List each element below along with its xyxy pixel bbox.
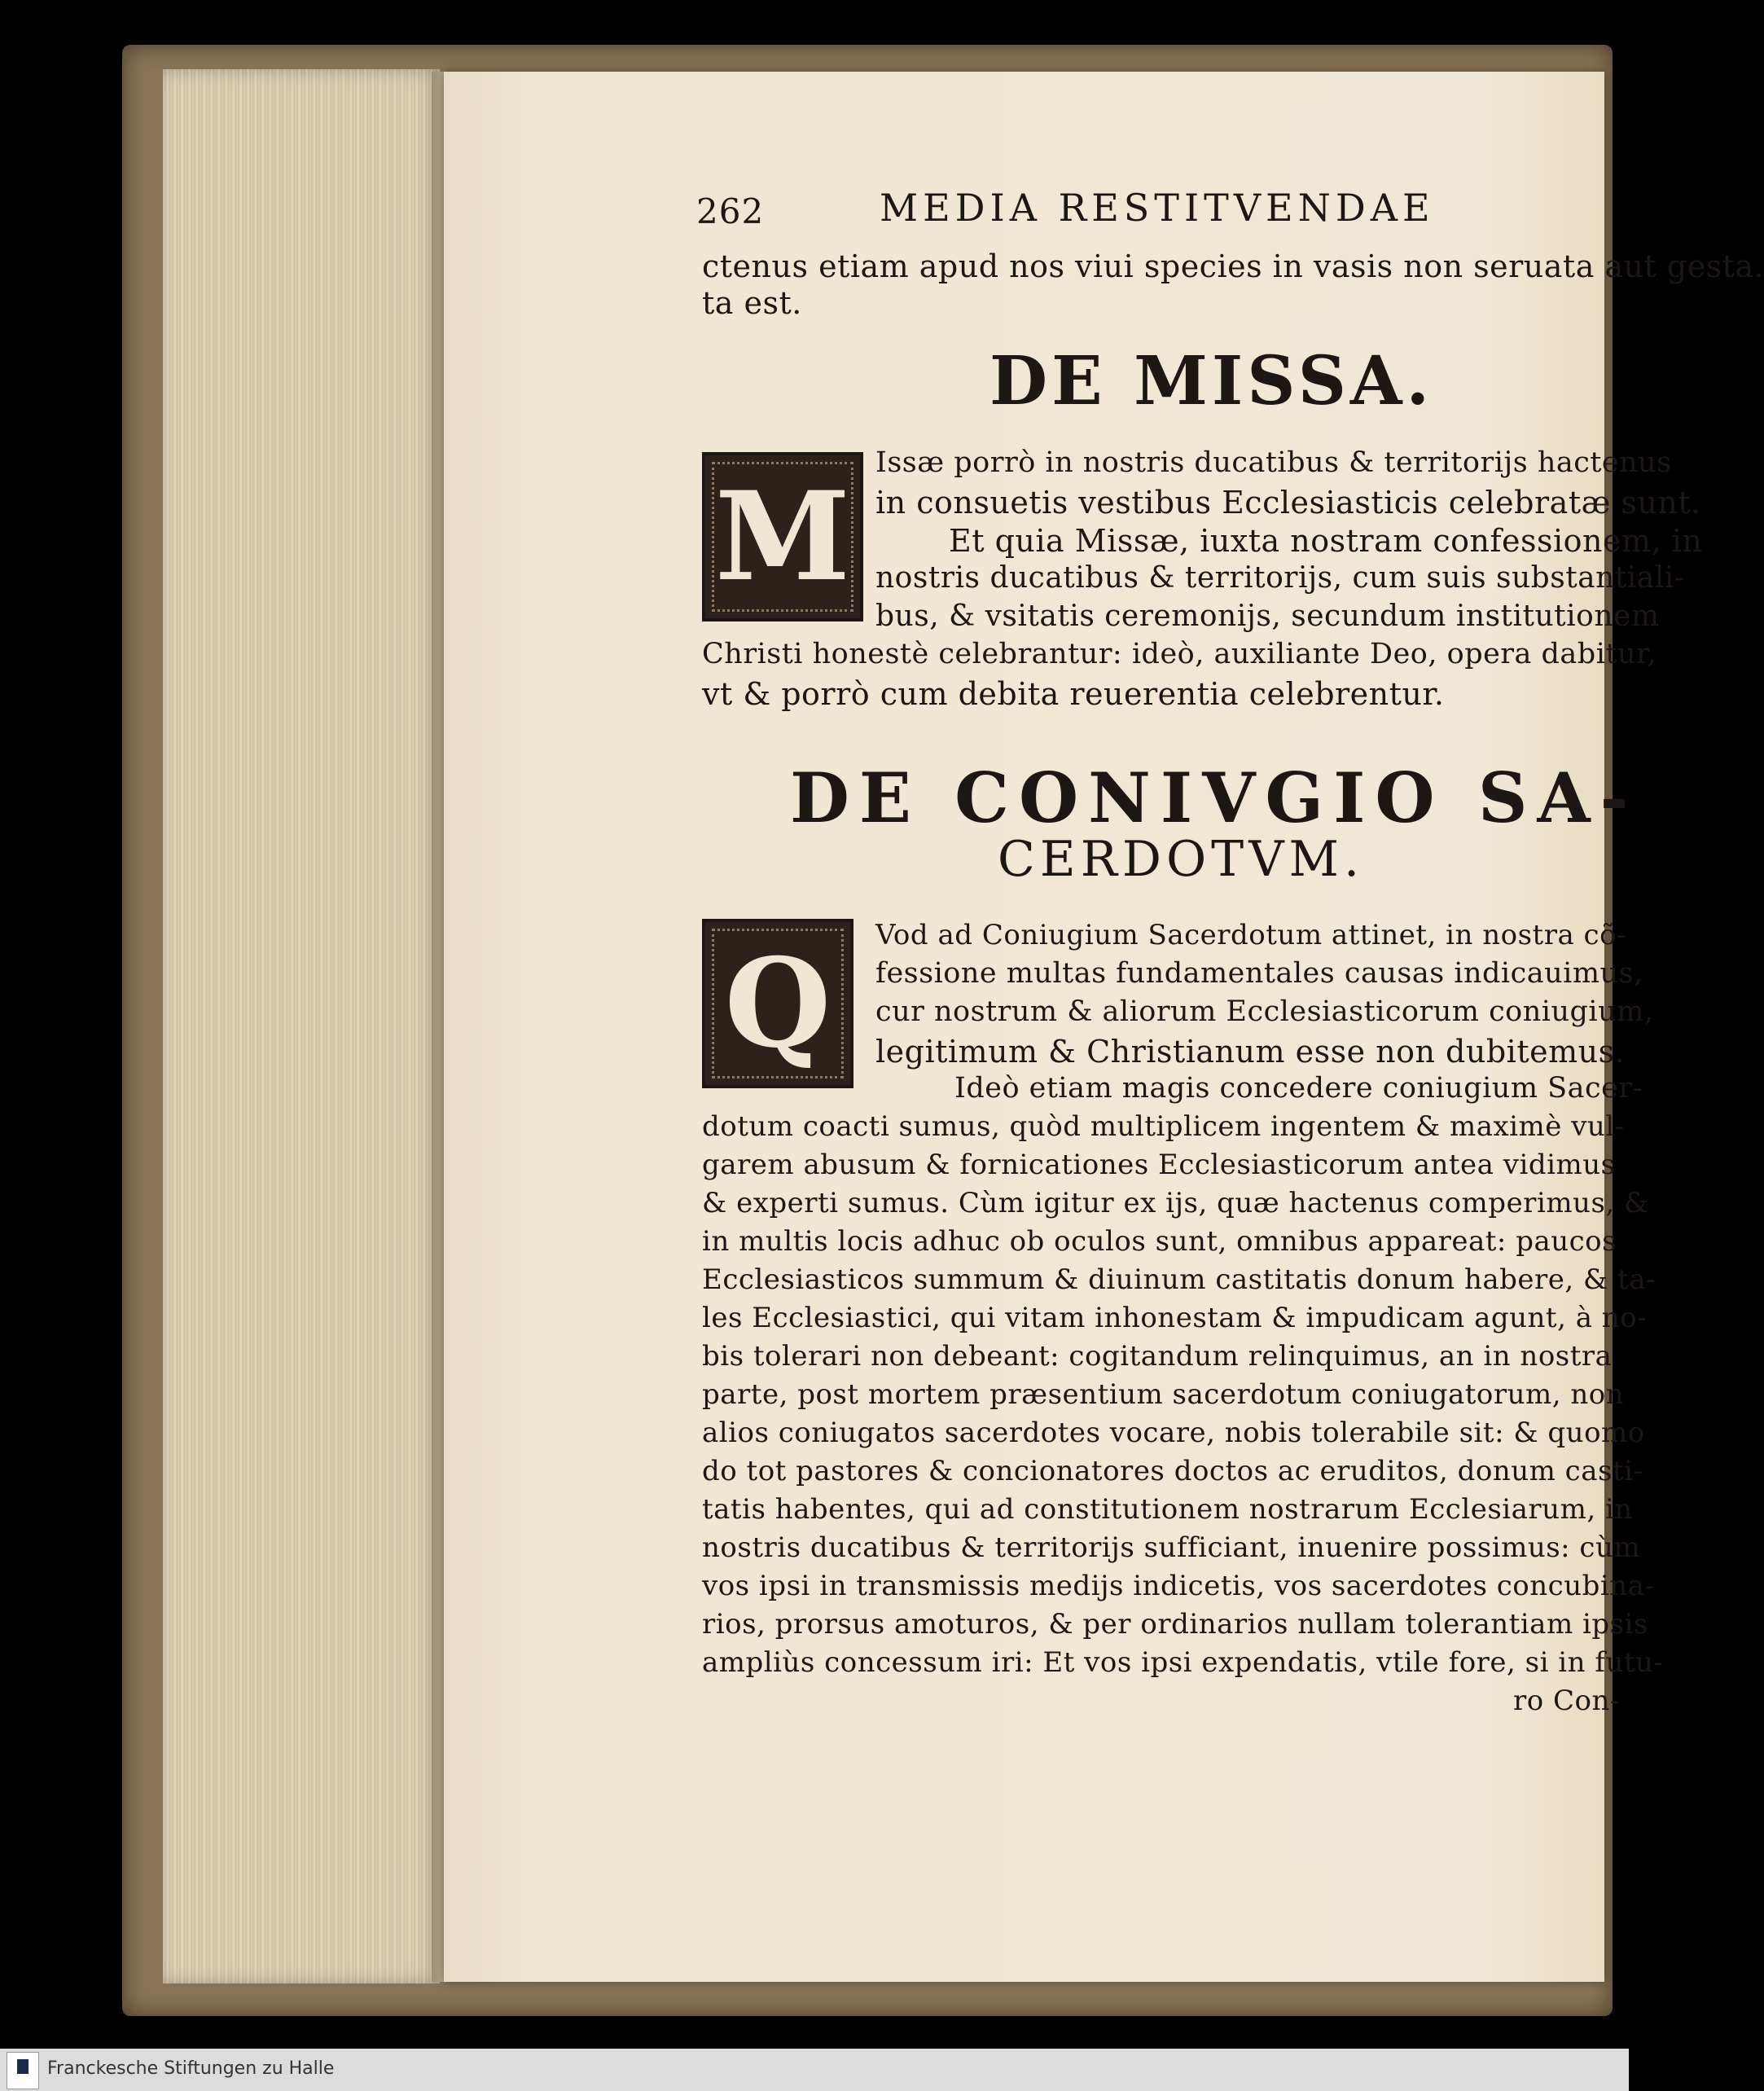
catchword: ro Con- xyxy=(1513,1685,1620,1717)
initial-letter: M xyxy=(714,465,851,608)
decorated-initial-q xyxy=(702,919,853,1088)
missa-line: in consuetis vestibus Ecclesiasticis celebratæ sunt. xyxy=(875,485,1701,521)
coniugio-line: cur nostrum & aliorum Ecclesiasticorum coniugium, xyxy=(875,995,1654,1028)
coniugio-line: Vod ad Coniugium Sacerdotum attinet, in nostra cõ- xyxy=(875,919,1627,951)
missa-line: nostris ducatibus & territorijs, cum suis substantiali- xyxy=(875,561,1685,595)
coniugio-line: legitimum & Christianum esse non dubitemus. xyxy=(875,1034,1626,1070)
coniugio-line: in multis locis adhuc ob oculos sunt, omnibus appareat: paucos xyxy=(702,1225,1617,1258)
intro-line: ctenus etiam apud nos viui species in vasis non seruata aut gesta. xyxy=(702,248,1764,284)
page-number: 262 xyxy=(696,191,765,231)
intro-line: ta est. xyxy=(702,285,802,321)
section-heading-de-coniugio: DE CONIVGIO SA- xyxy=(790,758,1639,838)
institution-logo-icon xyxy=(7,2052,39,2089)
coniugio-line: & experti sumus. Cùm igitur ex ijs, quæ hactenus comperimus, & xyxy=(702,1187,1649,1219)
coniugio-line: tatis habentes, qui ad constitutionem nostrarum Ecclesiarum, in xyxy=(702,1493,1633,1526)
running-head: MEDIA RESTITVENDAE xyxy=(880,186,1435,230)
coniugio-line: Ecclesiasticos summum & diuinum castitatis donum habere, & ta- xyxy=(702,1263,1656,1296)
coniugio-line: les Ecclesiastici, qui vitam inhonestam & impudicam agunt, à no- xyxy=(702,1302,1648,1334)
coniugio-line: bis tolerari non debeant: cogitandum relinquimus, an in nostra xyxy=(702,1340,1613,1373)
missa-line: bus, & vsitatis ceremonijs, secundum institutionem xyxy=(875,600,1660,633)
coniugio-line: garem abusum & fornicationes Ecclesiasticorum antea vidimus xyxy=(702,1149,1616,1181)
missa-line: Et quia Missæ, iuxta nostram confessionem, in xyxy=(949,523,1703,559)
missa-line: vt & porrò cum debita reuerentia celebrentur. xyxy=(702,676,1445,712)
coniugio-line: parte, post mortem præsentium sacerdotum coniugatorum, non xyxy=(702,1378,1625,1411)
institution-name: Franckesche Stiftungen zu Halle xyxy=(47,2058,335,2079)
coniugio-line: vos ipsi in transmissis medijs indicetis, vos sacerdotes concubina- xyxy=(702,1570,1655,1602)
missa-line: Christi honestè celebrantur: ideò, auxiliante Deo, opera dabitur, xyxy=(702,638,1657,670)
section-heading-sacerdotum: CERDOTVM. xyxy=(998,831,1365,888)
coniugio-line: alios coniugatos sacerdotes vocare, nobis tolerabile sit: & quomo xyxy=(702,1417,1645,1449)
coniugio-line: dotum coacti sumus, quòd multiplicem ingentem & maximè vul- xyxy=(702,1110,1625,1143)
decorated-initial-m xyxy=(702,452,863,622)
coniugio-line: do tot pastores & concionatores doctos ac eruditos, donum casti- xyxy=(702,1455,1643,1487)
coniugio-line: Ideò etiam magis concedere coniugium Sacer- xyxy=(954,1072,1643,1105)
page-edges xyxy=(163,69,440,1983)
coniugio-line: rios, prorsus amoturos, & per ordinarios nullam tolerantiam ipsis xyxy=(702,1608,1648,1641)
logo-mark xyxy=(17,2059,29,2074)
missa-line: Issæ porrò in nostris ducatibus & territorijs hactenus xyxy=(875,446,1672,479)
viewer-footer xyxy=(0,2049,1629,2091)
coniugio-line: nostris ducatibus & territorijs sufficiant, inuenire possimus: cùm xyxy=(702,1531,1641,1564)
section-heading-de-missa: DE MISSA. xyxy=(990,342,1434,420)
initial-letter: Q xyxy=(724,932,832,1075)
coniugio-line: ampliùs concessum iri: Et vos ipsi expendatis, vtile fore, si in futu- xyxy=(702,1646,1664,1679)
coniugio-line: fessione multas fundamentales causas indicauimus, xyxy=(875,957,1643,990)
